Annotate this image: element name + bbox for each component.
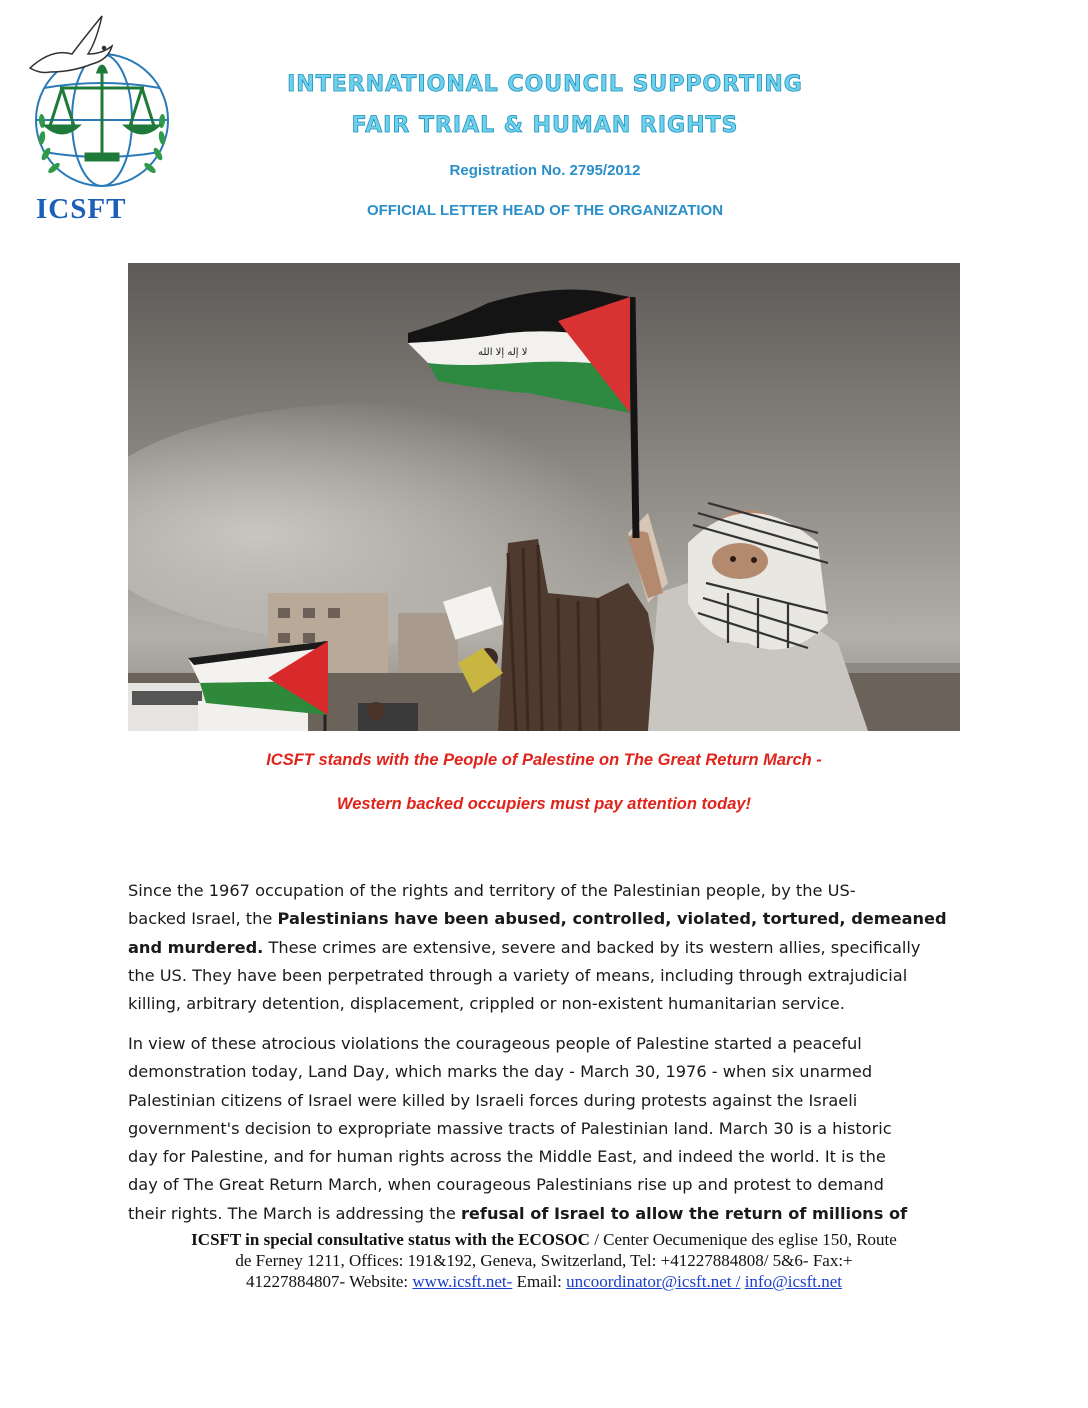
headline-line2: Western backed occupiers must pay attention today! [336,795,752,813]
address-text: / Center Oecumenique des eglise 150, Route [589,1230,897,1249]
scales-of-justice-icon [46,66,158,160]
headline-line1: ICSFT stands with the People of Palestine on The Great Return March - [266,751,822,769]
paragraph-1-line [128,905,963,933]
paragraph-2-line: Palestinian citizens of Israel were killed by Israeli forces during protests against the Israeli [128,1090,858,1110]
bold-text-run: and murdered. [128,937,264,957]
paragraph-2-line: In view of these atrocious violations the courageous people of Palestine started a peaceful [128,1034,862,1053]
registration-number: Registration No. 2795/2012 [449,162,641,179]
dove-icon [30,16,112,73]
bold-text-run: refusal of Israel to allow the return of millions of [460,1203,908,1223]
letterhead-footer [108,1229,980,1292]
text-run: their rights. The March is addressing the [128,1203,461,1223]
website-link[interactable]: www.icsft.net- [412,1272,513,1291]
paragraph-2-line: day for Palestine, and for human rights across the Middle East, and indeed the world. It is the [128,1147,886,1167]
paragraph-2-line: government's decision to expropriate massive tracts of Palestinian land. March 30 is a historic [128,1118,892,1138]
email-link-uncoordinator[interactable]: uncoordinator@icsft.net / [566,1272,741,1291]
logo-text: ICSFT [36,193,127,225]
paragraph-2-line [128,1200,963,1228]
paragraph-2-line: demonstration today, Land Day, which marks the day - March 30, 1976 - when six unarmed [128,1062,873,1082]
paragraph-2-line: day of The Great Return March, when courageous Palestinians rise up and protest to demand [128,1175,884,1195]
text-run: backed Israel, the [128,909,278,929]
official-letterhead-label: OFFICIAL LETTER HEAD OF THE ORGANIZATION [366,202,724,219]
paragraph-1-line: Since the 1967 occupation of the rights and territory of the Palestinian people, by the US- [128,881,856,900]
organization-title-line1: INTERNATIONAL COUNCIL SUPPORTING [287,72,803,97]
protest-photo [128,263,960,731]
organization-title-line2: FAIR TRIAL & HUMAN RIGHTS [351,113,739,138]
text-run: These crimes are extensive, severe and backed by its western allies, specifically [263,937,921,957]
email-link-info[interactable]: info@icsft.net [744,1272,843,1291]
paragraph-1-line [128,934,963,962]
svg-text:ﻻ إله إلا الله: ﻻ إله إلا الله [478,347,528,358]
address-text: 41227884807- Website: [245,1272,413,1291]
paragraph-1-line: killing, arbitrary detention, displacement, crippled or non-existent humanitarian service. [128,994,845,1014]
consultative-status: ICSFT in special consultative status with the ECOSOC [191,1230,590,1249]
paragraph-1 [128,877,963,1018]
bold-text-run: Palestinians have been abused, controlled, violated, tortured, demeaned [277,909,947,929]
paragraph-1-line: the US. They have been perpetrated through a variety of means, including through extrajudicial [128,965,908,985]
email-label: Email: [512,1272,567,1291]
address-text: de Ferney 1211, Offices: 191&192, Geneva, Switzerland, Tel: +41227884808/ 5&6- Fax:+ [235,1251,853,1270]
paragraph-2 [128,1030,963,1228]
